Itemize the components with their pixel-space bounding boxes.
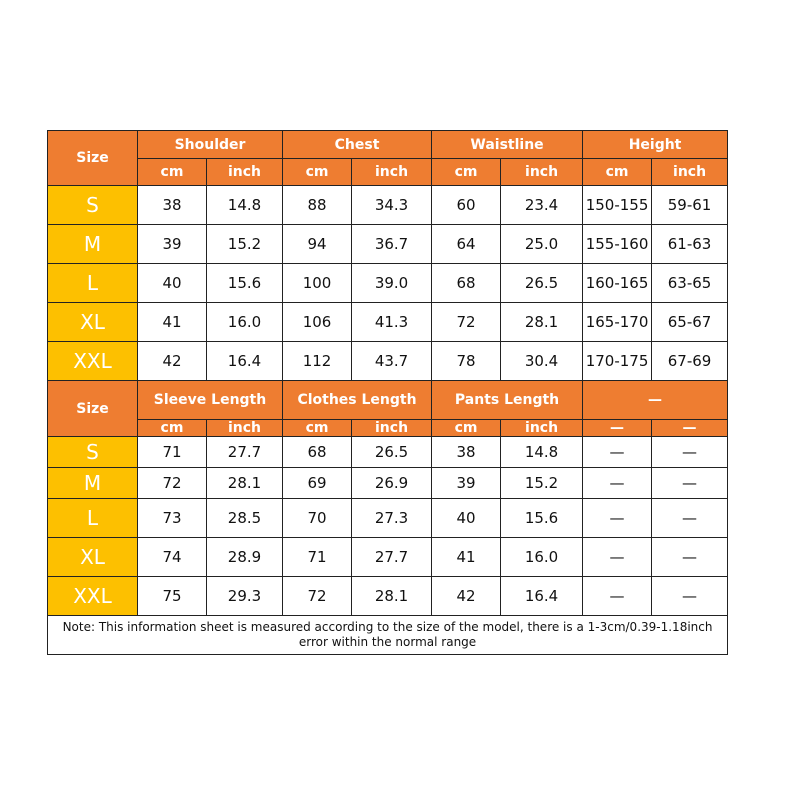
table-cell: 27.3: [352, 499, 432, 538]
table-cell: 94: [283, 225, 352, 264]
table-row: [48, 538, 728, 577]
table2-group-pants-length: Pants Length: [432, 381, 583, 420]
table2-group-clothes-length: Clothes Length: [283, 381, 432, 420]
table-cell: 61-63: [652, 225, 728, 264]
size-label: L: [48, 264, 138, 303]
table1-unit: inch: [207, 159, 283, 186]
table-cell: 36.7: [352, 225, 432, 264]
table-cell: 73: [138, 499, 207, 538]
table2-unit-header-row: [48, 420, 728, 437]
table-cell: 26.5: [501, 264, 583, 303]
table-cell: 16.0: [501, 538, 583, 577]
table-row: [48, 468, 728, 499]
table2-unit: inch: [352, 420, 432, 437]
table-cell: —: [652, 468, 728, 499]
size-label: L: [48, 499, 138, 538]
table-cell: 25.0: [501, 225, 583, 264]
table-cell: 59-61: [652, 186, 728, 225]
table-cell: —: [583, 468, 652, 499]
table-cell: —: [652, 437, 728, 468]
size-label: XXL: [48, 577, 138, 616]
table-cell: 39.0: [352, 264, 432, 303]
table-cell: 88: [283, 186, 352, 225]
table-cell: 30.4: [501, 342, 583, 381]
table1-unit: cm: [283, 159, 352, 186]
table-cell: 26.9: [352, 468, 432, 499]
table1-unit: inch: [352, 159, 432, 186]
table-cell: 112: [283, 342, 352, 381]
table-cell: 28.1: [352, 577, 432, 616]
table-cell: 41: [138, 303, 207, 342]
table-cell: 27.7: [352, 538, 432, 577]
table-cell: 42: [432, 577, 501, 616]
table-cell: 40: [432, 499, 501, 538]
table-cell: 65-67: [652, 303, 728, 342]
table-row: [48, 303, 728, 342]
table-row: [48, 499, 728, 538]
table1-group-header-row: [48, 131, 728, 159]
table-cell: 160-165: [583, 264, 652, 303]
table1-group-shoulder: Shoulder: [138, 131, 283, 159]
table-cell: 15.6: [501, 499, 583, 538]
table-cell: 15.6: [207, 264, 283, 303]
table1-group-chest: Chest: [283, 131, 432, 159]
table-cell: —: [583, 437, 652, 468]
table-cell: 64: [432, 225, 501, 264]
note-row: [48, 616, 728, 655]
size-label: XXL: [48, 342, 138, 381]
table-cell: 26.5: [352, 437, 432, 468]
table1-group-height: Height: [583, 131, 728, 159]
table1-unit: cm: [432, 159, 501, 186]
table1-unit: inch: [652, 159, 728, 186]
table-cell: 74: [138, 538, 207, 577]
table2-group-empty: —: [583, 381, 728, 420]
size-label: S: [48, 437, 138, 468]
table-cell: —: [583, 577, 652, 616]
table-cell: 28.1: [501, 303, 583, 342]
table-cell: 34.3: [352, 186, 432, 225]
table-cell: 150-155: [583, 186, 652, 225]
table-row: [48, 225, 728, 264]
table2-unit: inch: [207, 420, 283, 437]
table-cell: 72: [138, 468, 207, 499]
table2-group-sleeve-length: Sleeve Length: [138, 381, 283, 420]
table-cell: 67-69: [652, 342, 728, 381]
table-row: [48, 577, 728, 616]
table1-size-header: Size: [48, 131, 138, 186]
table1-unit: cm: [583, 159, 652, 186]
table2-unit: inch: [501, 420, 583, 437]
table-cell: 28.5: [207, 499, 283, 538]
table-cell: 155-160: [583, 225, 652, 264]
table-cell: 38: [138, 186, 207, 225]
table2-unit: —: [583, 420, 652, 437]
table-cell: 16.0: [207, 303, 283, 342]
table-cell: 15.2: [501, 468, 583, 499]
size-chart-table: [47, 130, 728, 655]
table-cell: 60: [432, 186, 501, 225]
table-cell: 41: [432, 538, 501, 577]
table-row: [48, 437, 728, 468]
table-cell: 69: [283, 468, 352, 499]
table-cell: —: [652, 577, 728, 616]
table-cell: 23.4: [501, 186, 583, 225]
table-cell: 16.4: [501, 577, 583, 616]
size-label: S: [48, 186, 138, 225]
table-cell: 63-65: [652, 264, 728, 303]
table-cell: 39: [432, 468, 501, 499]
table-cell: 38: [432, 437, 501, 468]
table-cell: 100: [283, 264, 352, 303]
table-row: [48, 264, 728, 303]
table2-group-header-row: [48, 381, 728, 420]
table-cell: —: [583, 538, 652, 577]
table-cell: 71: [138, 437, 207, 468]
table-cell: 28.1: [207, 468, 283, 499]
table-cell: 70: [283, 499, 352, 538]
table2-size-header: Size: [48, 381, 138, 437]
size-label: XL: [48, 303, 138, 342]
table-cell: 68: [432, 264, 501, 303]
table-cell: 29.3: [207, 577, 283, 616]
table-cell: 27.7: [207, 437, 283, 468]
measurement-note: Note: This information sheet is measured according to the size of the model, there is a 1-3cm/0.39-1.18inch error within the normal range: [48, 616, 728, 655]
table-cell: 170-175: [583, 342, 652, 381]
table-cell: 78: [432, 342, 501, 381]
table-cell: 15.2: [207, 225, 283, 264]
table-cell: 72: [283, 577, 352, 616]
table-cell: —: [583, 499, 652, 538]
table-row: [48, 186, 728, 225]
size-label: M: [48, 468, 138, 499]
table-row: [48, 342, 728, 381]
table-cell: 16.4: [207, 342, 283, 381]
table-cell: 165-170: [583, 303, 652, 342]
table-cell: 106: [283, 303, 352, 342]
table-cell: 14.8: [501, 437, 583, 468]
size-label: M: [48, 225, 138, 264]
table-cell: 14.8: [207, 186, 283, 225]
table1-unit-header-row: [48, 159, 728, 186]
table-cell: 39: [138, 225, 207, 264]
size-label: XL: [48, 538, 138, 577]
table-cell: 75: [138, 577, 207, 616]
table-cell: 43.7: [352, 342, 432, 381]
table2-unit: cm: [283, 420, 352, 437]
table2-unit: cm: [138, 420, 207, 437]
table2-unit: cm: [432, 420, 501, 437]
table-cell: 41.3: [352, 303, 432, 342]
table-cell: 71: [283, 538, 352, 577]
table-cell: 28.9: [207, 538, 283, 577]
table-cell: —: [652, 538, 728, 577]
table-cell: 40: [138, 264, 207, 303]
table1-group-waistline: Waistline: [432, 131, 583, 159]
table2-unit: —: [652, 420, 728, 437]
table1-unit: inch: [501, 159, 583, 186]
table-cell: 72: [432, 303, 501, 342]
table-cell: 42: [138, 342, 207, 381]
table-cell: —: [652, 499, 728, 538]
table1-unit: cm: [138, 159, 207, 186]
table-cell: 68: [283, 437, 352, 468]
